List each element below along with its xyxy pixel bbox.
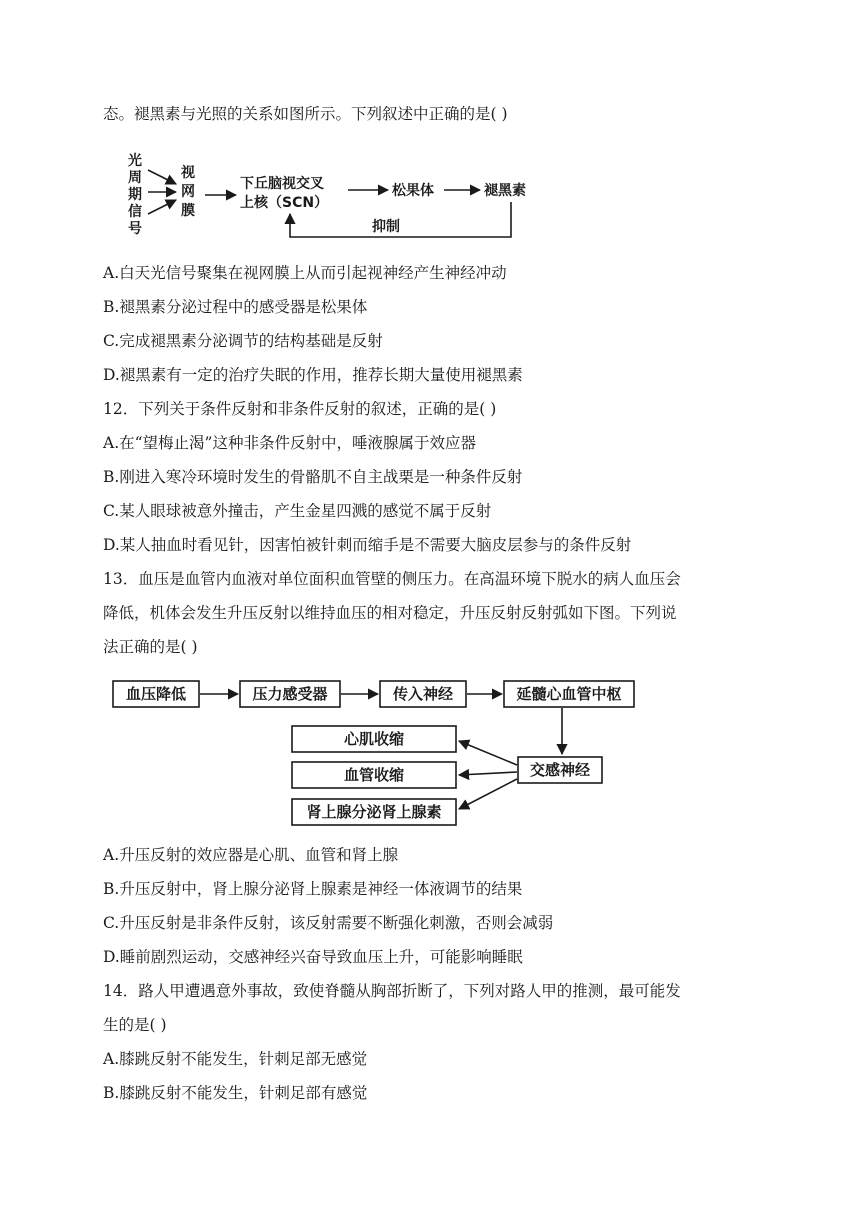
retina-char-1: 网 <box>181 184 195 200</box>
adrenal-label: 肾上腺分泌肾上腺素 <box>306 803 442 821</box>
arrow-symp-cardiac <box>459 741 517 765</box>
light-signal-char-1: 周 <box>128 170 142 186</box>
q12-option-c: C.某人眼球被意外撞击，产生金星四溅的感觉不属于反射 <box>103 502 492 520</box>
retina-char-2: 膜 <box>181 203 195 219</box>
q14-option-a: A.膝跳反射不能发生，针刺足部无感觉 <box>103 1050 368 1068</box>
light-signal-char-4: 号 <box>128 221 142 237</box>
baroreceptor-label: 压力感受器 <box>252 685 328 703</box>
intro-line: 态。褪黑素与光照的关系如图所示。下列叙述中正确的是( ) <box>103 105 508 123</box>
q13-stem-line2: 降低，机体会发生升压反射以维持血压的相对稳定，升压反射反射弧如下图。下列说 <box>103 604 677 622</box>
q14-stem-line2: 生的是( ) <box>103 1016 167 1034</box>
afferent-label: 传入神经 <box>392 685 454 703</box>
light-signal-char-2: 期 <box>128 187 142 203</box>
melatonin-label: 褪黑素 <box>484 183 526 199</box>
cardiac-label: 心肌收缩 <box>343 730 405 748</box>
q13-option-d: D.睡前剧烈运动，交感神经兴奋导致血压上升，可能影响睡眠 <box>103 948 523 966</box>
q11-option-a: A.白天光信号聚集在视网膜上从而引起视神经产生神经冲动 <box>103 264 507 282</box>
q12-option-b: B.刚进入寒冷环境时发生的骨骼肌不自主战栗是一种条件反射 <box>103 468 523 486</box>
q11-option-c: C.完成褪黑素分泌调节的结构基础是反射 <box>103 332 383 350</box>
q13-stem-line1: 13．血压是血管内血液对单位面积血管壁的侧压力。在高温环境下脱水的病人血压会 <box>103 570 681 588</box>
q13-option-c: C.升压反射是非条件反射，该反射需要不断强化刺激，否则会减弱 <box>103 914 554 932</box>
q13-stem-line3: 法正确的是( ) <box>103 638 198 656</box>
light-signal-char-3: 信 <box>128 204 142 220</box>
scn-line1: 下丘脑视交叉 <box>240 176 324 192</box>
q14-stem-line1: 14．路人甲遭遇意外事故，致使脊髓从胸部折断了，下列对路人甲的推测，最可能发 <box>103 982 681 1000</box>
q13-option-a: A.升压反射的效应器是心肌、血管和肾上腺 <box>103 846 399 864</box>
pineal-label: 松果体 <box>392 183 434 199</box>
q12-option-d: D.某人抽血时看见针，因害怕被针刺而缩手是不需要大脑皮层参与的条件反射 <box>103 536 632 554</box>
q12-stem: 12．下列关于条件反射和非条件反射的叙述，正确的是( ) <box>103 400 497 418</box>
scn-line2: 上核（SCN） <box>240 195 329 211</box>
center-label: 延髓心血管中枢 <box>516 685 622 703</box>
q14-option-b: B.膝跳反射不能发生，针刺足部有感觉 <box>103 1084 368 1102</box>
vessel-label: 血管收缩 <box>343 766 405 784</box>
retina-char-0: 视 <box>181 165 195 181</box>
sympathetic-label: 交感神经 <box>529 761 591 779</box>
inhibit-label: 抑制 <box>372 219 400 235</box>
q11-option-d: D.褪黑素有一定的治疗失眠的作用，推荐长期大量使用褪黑素 <box>103 366 523 384</box>
q12-option-a: A.在“望梅止渴”这种非条件反射中，唾液腺属于效应器 <box>103 434 476 452</box>
q11-option-b: B.褪黑素分泌过程中的感受器是松果体 <box>103 298 368 316</box>
q13-option-b: B.升压反射中，肾上腺分泌肾上腺素是神经一体液调节的结果 <box>103 880 523 898</box>
light-signal-char-0: 光 <box>128 153 142 169</box>
arrow-symp-vessel <box>459 772 517 775</box>
bp-drop-label: 血压降低 <box>125 685 187 703</box>
arrow-symp-adrenal <box>459 779 517 809</box>
